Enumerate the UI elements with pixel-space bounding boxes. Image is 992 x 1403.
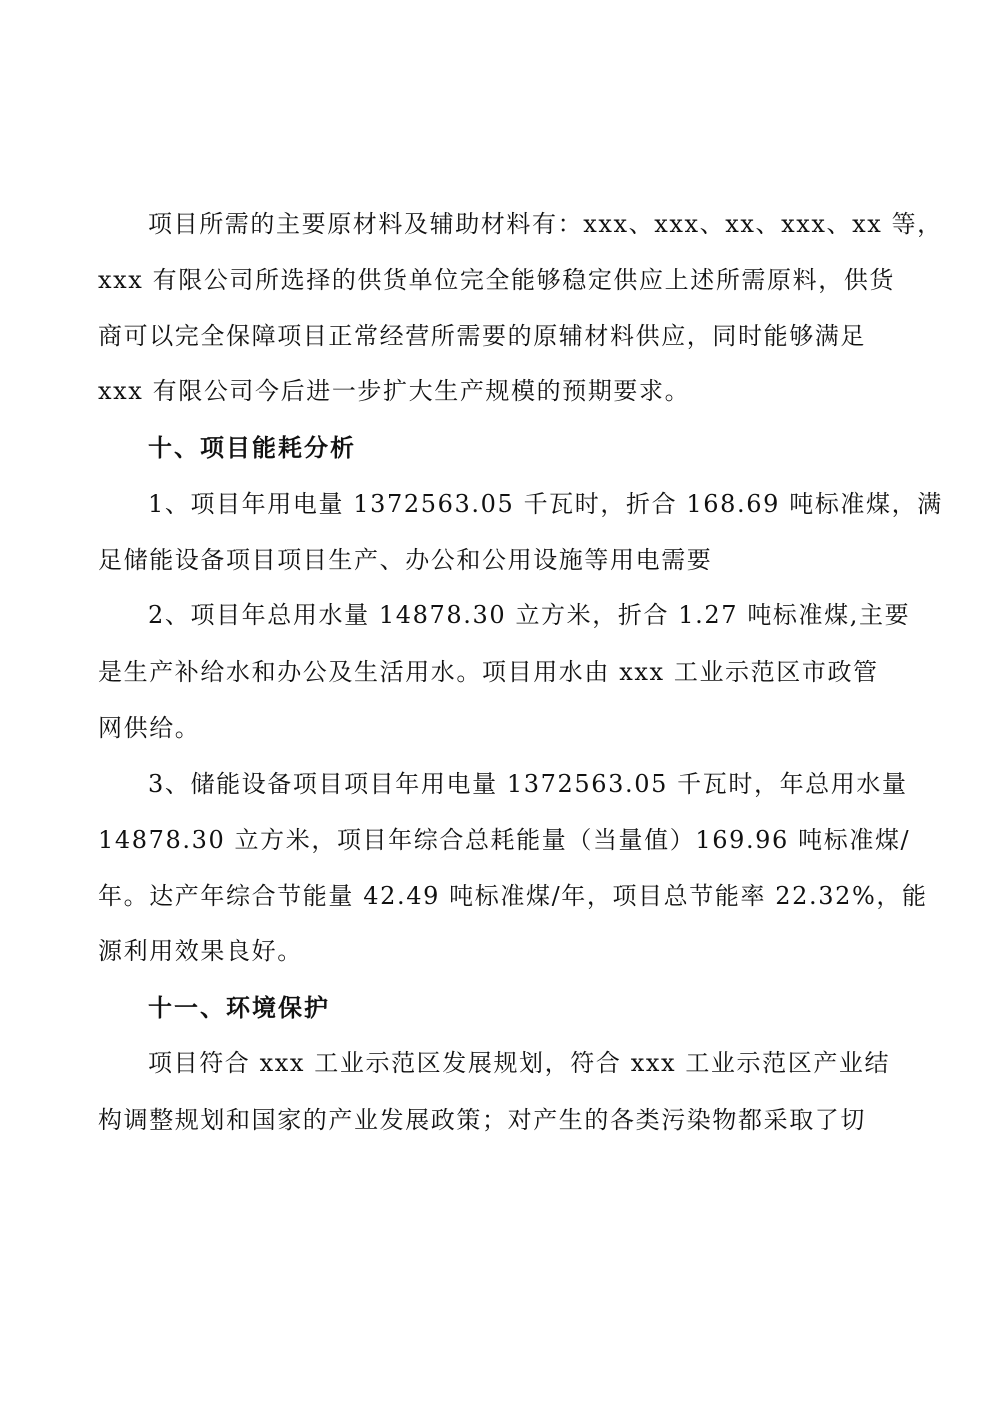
energy-item-2-line-3: 网供给。	[98, 714, 201, 742]
paragraph-materials-line-2: xxx 有限公司所选择的供货单位完全能够稳定供应上述所需原料，供货	[98, 266, 896, 294]
energy-item-3-line-4: 源利用效果良好。	[98, 937, 303, 965]
energy-item-3-line-2: 14878.30 立方米，项目年综合总耗能量（当量值）169.96 吨标准煤/	[98, 826, 911, 854]
environment-paragraph-line-1: 项目符合 xxx 工业示范区发展规划，符合 xxx 工业示范区产业结	[148, 1049, 891, 1077]
energy-item-2-line-2: 是生产补给水和办公及生活用水。项目用水由 xxx 工业示范区市政管	[98, 658, 879, 686]
energy-item-1-line-2: 足储能设备项目项目生产、办公和公用设施等用电需要	[98, 546, 713, 574]
paragraph-materials-line-4: xxx 有限公司今后进一步扩大生产规模的预期要求。	[98, 377, 691, 405]
paragraph-materials-line-3: 商可以完全保障项目正常经营所需要的原辅材料供应，同时能够满足	[98, 322, 866, 350]
section-10-heading: 十、项目能耗分析	[148, 434, 356, 462]
energy-item-3-line-1: 3、储能设备项目项目年用电量 1372563.05 千瓦时，年总用水量	[148, 770, 908, 798]
energy-item-3-line-3: 年。达产年综合节能量 42.49 吨标准煤/年，项目总节能率 22.32%，能	[98, 882, 928, 910]
energy-item-1-line-1: 1、项目年用电量 1372563.05 千瓦时，折合 168.69 吨标准煤，满	[148, 490, 943, 518]
environment-paragraph-line-2: 构调整规划和国家的产业发展政策；对产生的各类污染物都采取了切	[98, 1106, 866, 1134]
energy-item-2-line-1: 2、项目年总用水量 14878.30 立方米，折合 1.27 吨标准煤,主要	[148, 601, 911, 629]
paragraph-materials-line-1: 项目所需的主要原材料及辅助材料有：xxx、xxx、xx、xxx、xx 等，	[148, 210, 943, 238]
section-11-heading: 十一、环境保护	[148, 994, 330, 1022]
